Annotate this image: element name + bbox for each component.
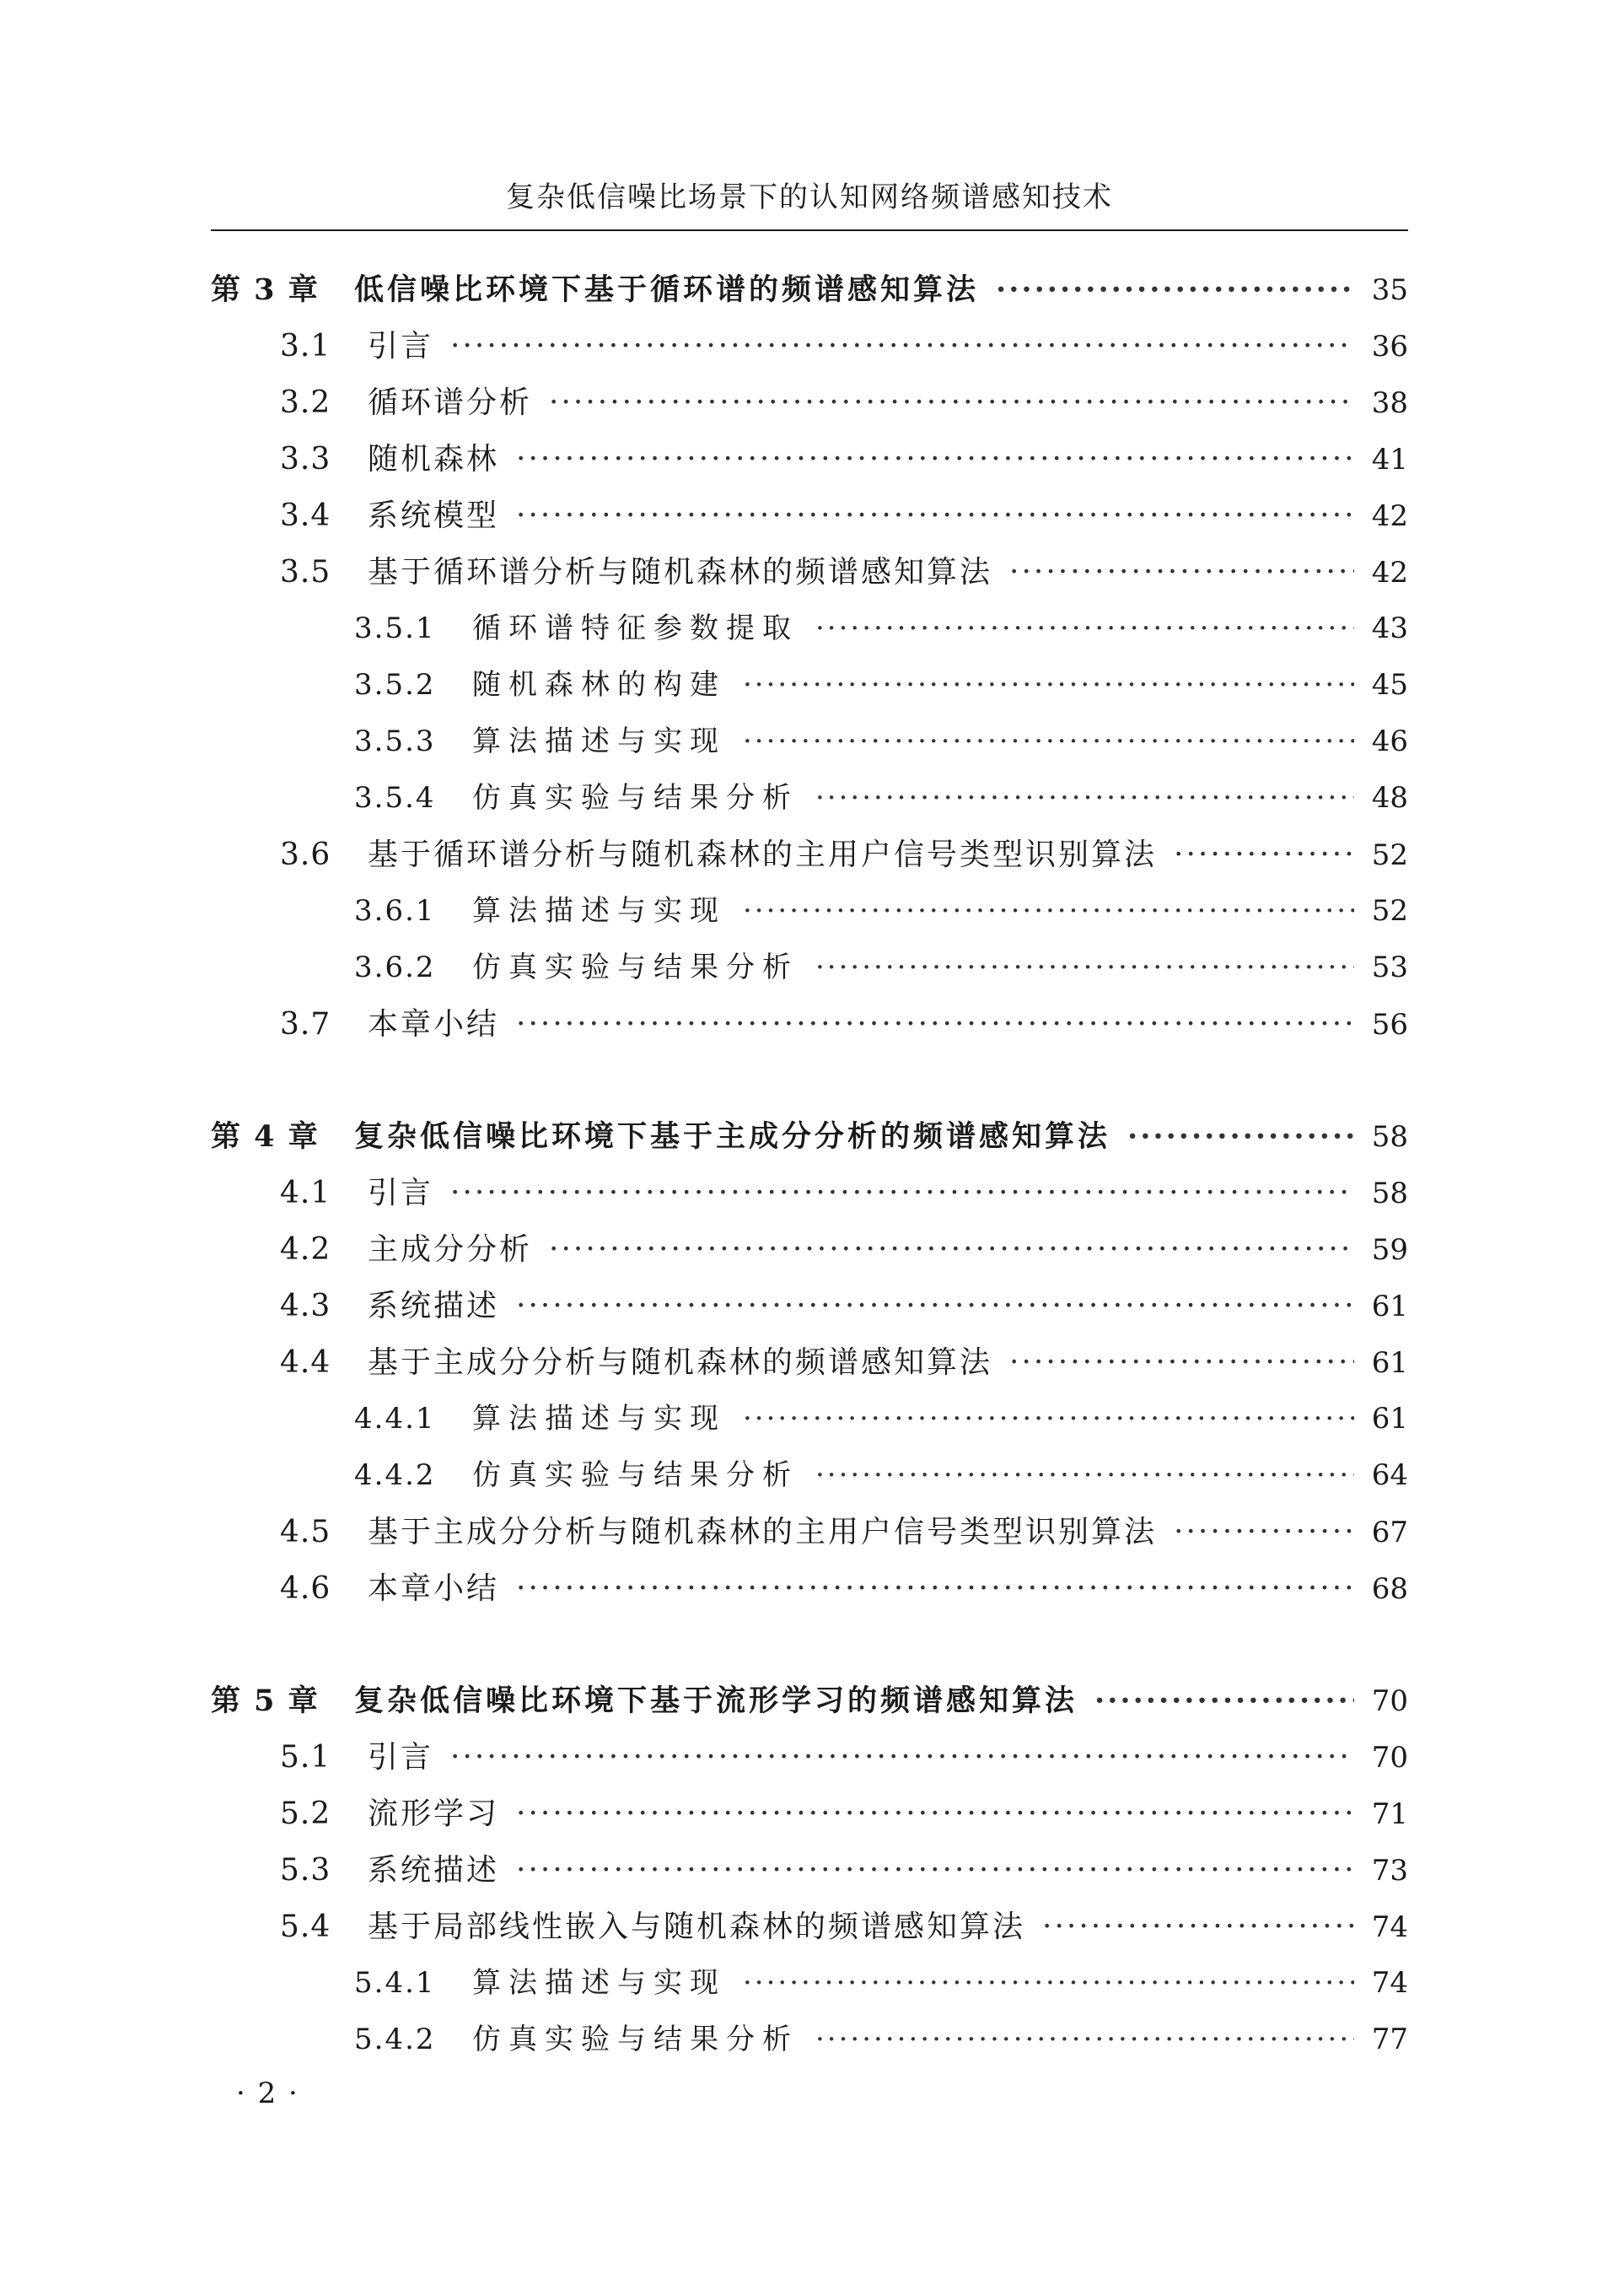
dot-leader — [815, 1447, 1354, 1504]
entry-number: 3.1 — [280, 329, 331, 364]
page-number: 61 — [1371, 1402, 1408, 1436]
entry-number: 3.2 — [280, 385, 331, 420]
page-number: 61 — [1371, 1346, 1408, 1380]
page-number: 58 — [1371, 1120, 1408, 1154]
chapter-3-group — [211, 261, 1408, 1053]
dot-leader — [1009, 1334, 1354, 1391]
toc-entry-4-3[interactable] — [211, 1278, 1408, 1334]
entry-number: 4.3 — [280, 1289, 331, 1323]
entry-number: 3.6.1 — [354, 894, 436, 928]
toc-entry-5-4-2[interactable] — [211, 2012, 1408, 2068]
page-number: 46 — [1371, 725, 1408, 758]
page-number: 68 — [1371, 1572, 1408, 1606]
page-number: 35 — [1371, 273, 1408, 307]
entry-title: 本章小结 — [368, 1571, 500, 1606]
entry-title: 算法描述与实现 — [472, 1966, 726, 2000]
dot-leader — [743, 714, 1354, 770]
toc-entry-3-5-3[interactable] — [211, 714, 1408, 770]
entry-number: 4.5 — [280, 1515, 331, 1549]
toc-entry-3-7[interactable] — [211, 996, 1408, 1053]
entry-number: 3.5 — [280, 555, 331, 590]
entry-title: 系统描述 — [368, 1853, 500, 1888]
chapter-title: 低信噪比环境下基于循环谱的频谱感知算法 — [354, 272, 980, 307]
entry-title: 算法描述与实现 — [472, 1402, 726, 1436]
page-number: 43 — [1371, 611, 1408, 645]
page-number: 74 — [1371, 1910, 1408, 1944]
toc-entry-4-4-2[interactable] — [211, 1447, 1408, 1504]
page-number: 70 — [1371, 1741, 1408, 1775]
page-number: 58 — [1371, 1177, 1408, 1210]
entry-title: 仿真实验与结果分析 — [472, 781, 799, 815]
dot-leader — [1174, 827, 1354, 883]
entry-title: 仿真实验与结果分析 — [472, 951, 799, 984]
entry-title: 本章小结 — [368, 1007, 500, 1042]
dot-leader — [815, 601, 1354, 657]
entry-number: 4.4 — [280, 1345, 331, 1380]
entry-number: 3.4 — [280, 498, 331, 533]
dot-leader — [743, 883, 1354, 940]
dot-leader — [1094, 1673, 1354, 1729]
dot-leader — [743, 1955, 1354, 2012]
dot-leader — [450, 1165, 1354, 1221]
dot-leader — [549, 374, 1354, 431]
toc-entry-3-5-4[interactable] — [211, 770, 1408, 827]
dot-leader — [996, 261, 1354, 318]
entry-number: 4.4.2 — [354, 1458, 436, 1492]
page-number: 74 — [1371, 1966, 1408, 2000]
entry-title: 随机森林的构建 — [472, 668, 726, 702]
dot-leader — [1127, 1108, 1354, 1165]
entry-number: 3.6 — [280, 838, 331, 872]
page-number: 71 — [1371, 1797, 1408, 1831]
page-number: 48 — [1371, 781, 1408, 815]
dot-leader — [516, 488, 1354, 544]
entry-title: 基于主成分分析与随机森林的频谱感知算法 — [368, 1345, 993, 1380]
entry-number: 4.1 — [280, 1176, 331, 1210]
page-number: 67 — [1371, 1516, 1408, 1549]
dot-leader — [815, 940, 1354, 996]
dot-leader — [743, 657, 1354, 714]
entry-title: 基于局部线性嵌入与随机森林的频谱感知算法 — [368, 1910, 1026, 1944]
toc-chapter-4[interactable] — [211, 1108, 1408, 1165]
running-title: 复杂低信噪比场景下的认知网络频谱感知技术 — [506, 180, 1113, 214]
entry-title: 系统模型 — [368, 498, 500, 533]
toc-entry-4-5[interactable] — [211, 1504, 1408, 1560]
entry-title: 随机森林 — [368, 442, 500, 477]
dot-leader — [1009, 544, 1354, 601]
toc-chapter-5[interactable] — [211, 1673, 1408, 1729]
entry-number: 4.6 — [280, 1571, 331, 1606]
page-number: 42 — [1371, 556, 1408, 590]
chapter-title: 复杂低信噪比环境下基于流形学习的频谱感知算法 — [354, 1684, 1078, 1718]
toc-entry-3-2[interactable] — [211, 374, 1408, 431]
entry-title: 算法描述与实现 — [472, 725, 726, 758]
entry-title: 流形学习 — [368, 1797, 500, 1831]
dot-leader — [516, 1786, 1354, 1842]
entry-title: 引言 — [368, 1176, 434, 1210]
dot-leader — [815, 770, 1354, 827]
entry-number: 5.4.1 — [354, 1966, 436, 2000]
entry-number: 5.4 — [280, 1910, 331, 1944]
entry-number: 3.5.2 — [354, 668, 436, 702]
toc-entry-3-5-2[interactable] — [211, 657, 1408, 714]
toc-entry-3-3[interactable] — [211, 431, 1408, 488]
entry-title: 仿真实验与结果分析 — [472, 2023, 799, 2056]
entry-number: 3.5.1 — [354, 611, 436, 645]
toc-entry-5-2[interactable] — [211, 1786, 1408, 1842]
dot-leader — [1042, 1899, 1354, 1955]
toc-chapter-3[interactable] — [211, 261, 1408, 318]
entry-number: 3.6.2 — [354, 951, 436, 984]
toc-entry-5-4[interactable] — [211, 1899, 1408, 1955]
page-number: 73 — [1371, 1854, 1408, 1888]
page-number: 61 — [1371, 1290, 1408, 1323]
toc-entry-3-5-1[interactable] — [211, 601, 1408, 657]
entry-number: 5.4.2 — [354, 2023, 436, 2056]
entry-number: 5.1 — [280, 1740, 331, 1775]
page-number: 52 — [1371, 894, 1408, 928]
entry-title: 算法描述与实现 — [472, 894, 726, 928]
page-number: 59 — [1371, 1233, 1408, 1267]
toc-entry-3-4[interactable] — [211, 488, 1408, 544]
dot-leader — [516, 1278, 1354, 1334]
page-number: 42 — [1371, 499, 1408, 533]
toc-entry-3-5[interactable] — [211, 544, 1408, 601]
page-number: 56 — [1371, 1008, 1408, 1042]
toc-entry-3-1[interactable] — [211, 318, 1408, 374]
toc-entry-5-4-1[interactable] — [211, 1955, 1408, 2012]
entry-title: 主成分分析 — [368, 1232, 533, 1267]
toc-entry-4-2[interactable] — [211, 1221, 1408, 1278]
toc-entry-5-1[interactable] — [211, 1729, 1408, 1786]
entry-title: 引言 — [368, 1740, 434, 1775]
entry-number: 5.3 — [280, 1853, 331, 1888]
dot-leader — [516, 1560, 1354, 1617]
entry-title: 基于循环谱分析与随机森林的频谱感知算法 — [368, 555, 993, 590]
entry-title: 仿真实验与结果分析 — [472, 1458, 799, 1492]
entry-number: 3.5.3 — [354, 725, 436, 758]
page-marker: · 2 · — [236, 2077, 299, 2110]
entry-number: 3.5.4 — [354, 781, 436, 815]
chapter-title: 复杂低信噪比环境下基于主成分分析的频谱感知算法 — [354, 1119, 1111, 1154]
dot-leader — [516, 431, 1354, 488]
entry-number: 3.3 — [280, 442, 331, 477]
chapter-label: 第 4 章 — [211, 1119, 320, 1154]
dot-leader — [1174, 1504, 1354, 1560]
toc-entry-3-6[interactable] — [211, 827, 1408, 883]
dot-leader — [450, 1729, 1354, 1786]
page-number: 77 — [1371, 2023, 1408, 2056]
toc-entry-5-3[interactable] — [211, 1842, 1408, 1899]
toc-entry-3-6-2[interactable] — [211, 940, 1408, 996]
entry-title: 系统描述 — [368, 1289, 500, 1323]
page-number: 36 — [1371, 330, 1408, 364]
dot-leader — [516, 996, 1354, 1053]
page-number: 38 — [1371, 386, 1408, 420]
dot-leader — [743, 1391, 1354, 1447]
dot-leader — [450, 318, 1354, 374]
chapter-label: 第 5 章 — [211, 1684, 320, 1718]
entry-number: 5.2 — [280, 1797, 331, 1831]
chapter-label: 第 3 章 — [211, 272, 320, 307]
table-of-contents — [211, 261, 1408, 2124]
page-number: 41 — [1371, 443, 1408, 477]
entry-number: 4.4.1 — [354, 1402, 436, 1436]
toc-entry-3-6-1[interactable] — [211, 883, 1408, 940]
page-number: 64 — [1371, 1458, 1408, 1492]
entry-number: 4.2 — [280, 1232, 331, 1267]
dot-leader — [549, 1221, 1354, 1278]
entry-title: 循环谱特征参数提取 — [472, 611, 799, 645]
dot-leader — [516, 1842, 1354, 1899]
chapter-4-group — [211, 1108, 1408, 1617]
entry-title: 引言 — [368, 329, 434, 364]
toc-entry-4-4-1[interactable] — [211, 1391, 1408, 1447]
toc-entry-4-6[interactable] — [211, 1560, 1408, 1617]
page-number: 52 — [1371, 838, 1408, 872]
entry-title: 基于循环谱分析与随机森林的主用户信号类型识别算法 — [368, 838, 1158, 872]
page-number: 70 — [1371, 1684, 1408, 1718]
header-rule — [211, 229, 1408, 231]
toc-entry-4-1[interactable] — [211, 1165, 1408, 1221]
entry-title: 基于主成分分析与随机森林的主用户信号类型识别算法 — [368, 1515, 1158, 1549]
toc-entry-4-4[interactable] — [211, 1334, 1408, 1391]
chapter-5-group — [211, 1673, 1408, 2068]
entry-number: 3.7 — [280, 1007, 331, 1042]
page-number: 45 — [1371, 668, 1408, 702]
dot-leader — [815, 2012, 1354, 2068]
page-number: 53 — [1371, 951, 1408, 984]
entry-title: 循环谱分析 — [368, 385, 533, 420]
